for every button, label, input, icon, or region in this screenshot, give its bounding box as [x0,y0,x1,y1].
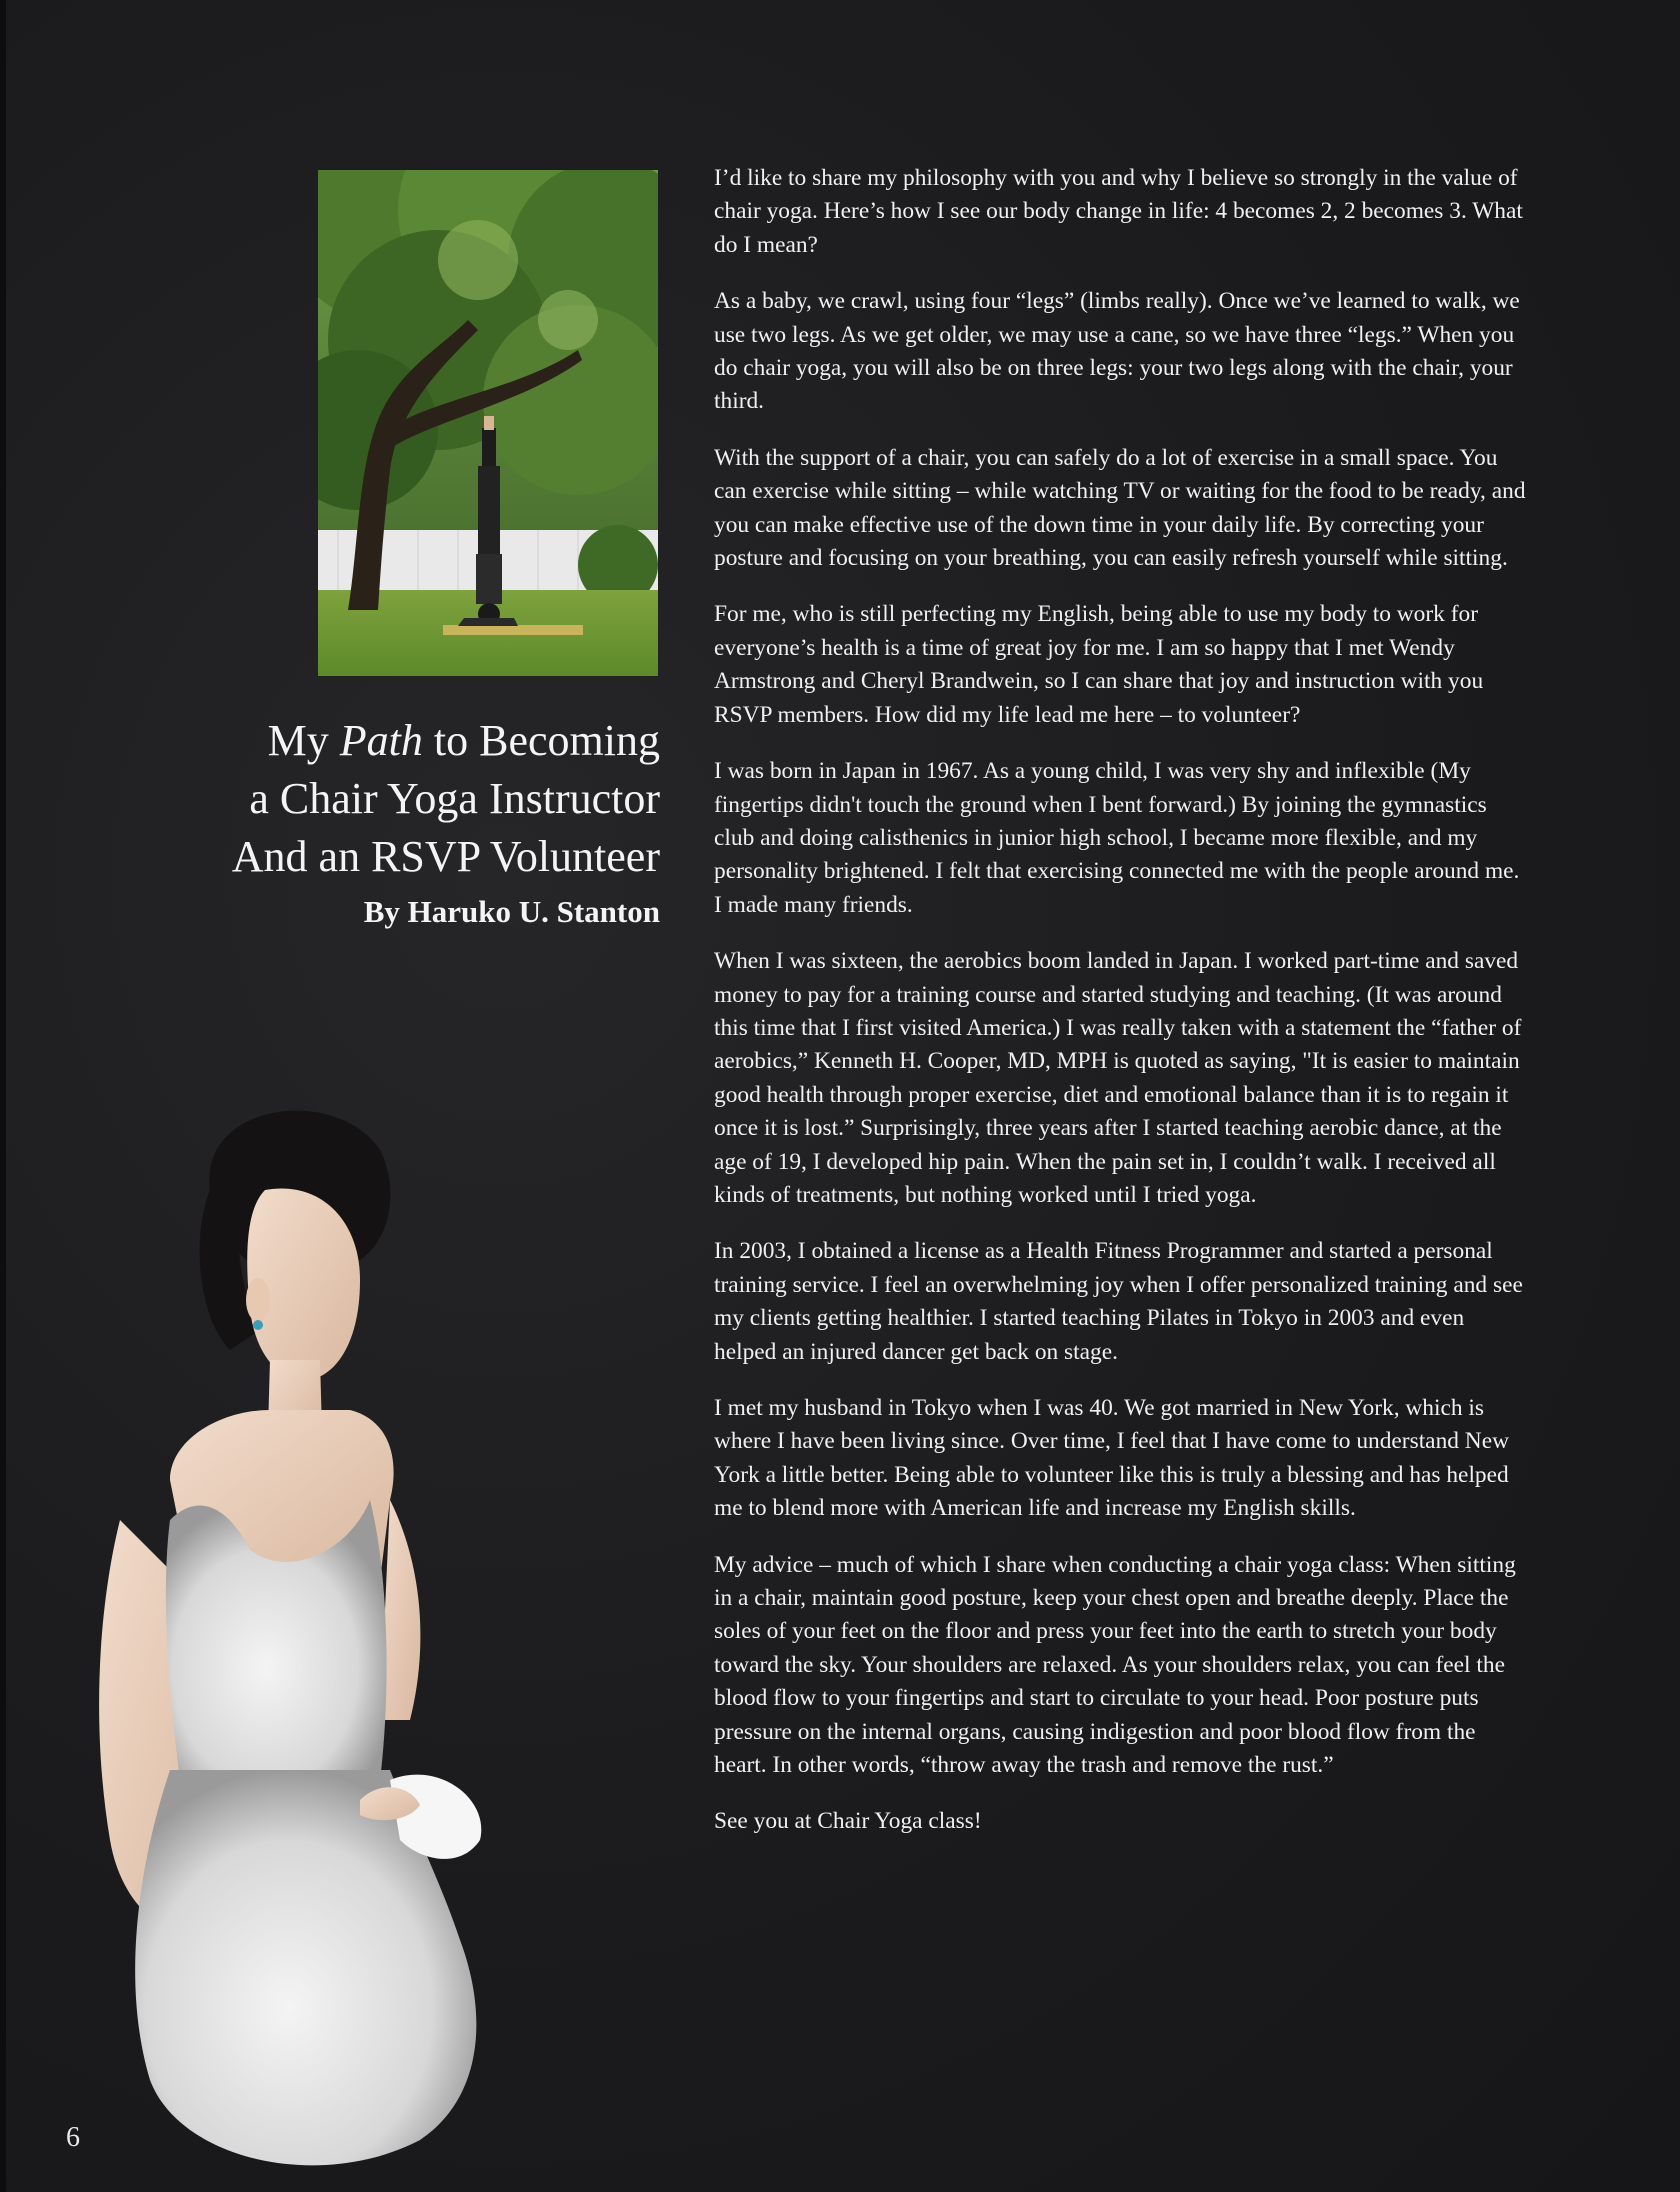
author-byline: By Haruko U. Stanton [363,894,660,929]
page-edge [0,0,6,2192]
paragraph: I was born in Japan in 1967. As a young child, I was very shy and inflexible (My fingertips didn't touch the ground when I bent forward.) By joining the gymnastics club and doing calisthenics in junior high school, I became more flexible, and my personality brightened. I felt that exercising connected me with the people around me. I made many friends. [714,758,1520,918]
paragraph: My advice – much of which I share when conducting a chair yoga class: When sitting in a chair, maintain good posture, keep your chest open and breathe deeply. Place the soles of your feet on the floor and press your feet into the earth to stretch your body toward the sky. Your shoulders are relaxed. As your shoulders relax, you can feel the blood flow to your fingertips and start to circulate to your head. Poor posture puts pressure on the internal organs, causing indigestion and poor blood flow from the heart. In other words, “throw away the trash and remove the rust.” [714,1551,1516,1779]
paragraph: When I was sixteen, the aerobics boom landed in Japan. I worked part-time and saved money to pay for a training course and started studying and teaching. (It was around this time that I first visited America.) I was really taken with a statement the “father of aerobics,” Kenneth H. Cooper, MD, MPH is quoted as saying, "It is easier to maintain good health through proper exercise, diet and emotional balance than it is to regain it once it is lost.” Surprisingly, three years after I started teaching aerobic dance, at the age of 19, I developed hip pain. When the pain set in, I couldn’t walk. I received all kinds of treatments, but nothing worked until I tried yoga. [714,948,1522,1208]
title-line-1: My Path to Becoming [267,716,660,765]
article-body [714,162,1526,1862]
paragraph: I met my husband in Tokyo when I was 40. We got married in New York, which is where I have been living since. Over time, I feel that I have come to understand New York a little better. Being able to volunteer like this is truly a blessing and has helped me to blend more with American life and increase my English skills. [714,1395,1509,1522]
paragraph: In 2003, I obtained a license as a Health Fitness Programmer and started a personal training service. I feel an overwhelming joy when I offer personalized training and see my clients getting healthier. I started teaching Pilates in Tokyo in 2003 and even helped an injured dancer get back on stage. [714,1238,1523,1365]
author-portrait [60,1080,660,2192]
headstand-photo [318,170,658,676]
paragraph: For me, who is still perfecting my English, being able to use my body to work for everyone’s health is a time of great joy for me. I am so happy that I met Wendy Armstrong and Cheryl Brandwein, so I can share that joy and instruction with you RSVP members. How did my life lead me here – to volunteer? [714,601,1484,728]
article-title [150,712,660,930]
paragraph: As a baby, we crawl, using four “legs” (limbs really). Once we’ve learned to walk, we use two legs. As we get older, we may use a cane, so we have three “legs.” When you do chair yoga, you will also be on three legs: your two legs along with the chair, your third. [714,288,1520,415]
title-line-3: And an RSVP Volunteer [231,832,660,881]
title-line-2: a Chair Yoga Instructor [249,774,660,823]
paragraph: With the support of a chair, you can safely do a lot of exercise in a small space. You can exercise while sitting – while watching TV or waiting for the food to be ready, and you can make effective use of the down time in your daily life. By correcting your posture and focusing on your breathing, you can easily refresh yourself while sitting. [714,444,1526,572]
page-number: 6 [66,2122,80,2153]
paragraph: See you at Chair Yoga class! [714,1808,982,1835]
paragraph: I’d like to share my philosophy with you and why I believe so strongly in the value of chair yoga. Here’s how I see our body change in life: 4 becomes 2, 2 becomes 3. What do I mean? [714,165,1523,258]
